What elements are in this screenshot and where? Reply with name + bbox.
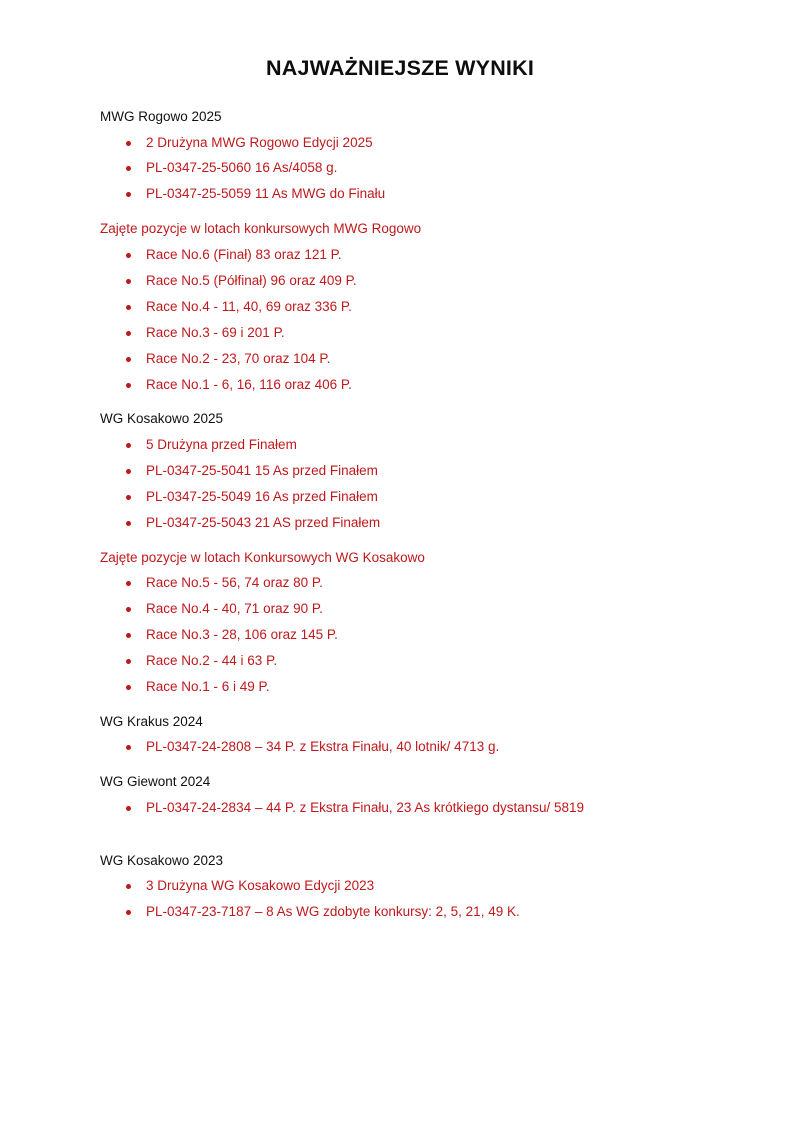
list-item: Race No.1 - 6 i 49 P. <box>100 677 744 698</box>
bullet-list <box>56 573 744 698</box>
document-section <box>56 219 744 395</box>
section-heading: WG Kosakowo 2023 <box>100 852 224 868</box>
list-item: Race No.5 - 56, 74 oraz 80 P. <box>100 573 744 594</box>
list-item: PL-0347-25-5059 11 As MWG do Finału <box>100 184 744 205</box>
bullet-list <box>56 133 744 206</box>
sections-container <box>56 107 744 923</box>
list-item: Race No.4 - 11, 40, 69 oraz 336 P. <box>100 297 744 318</box>
bullet-list <box>56 435 744 534</box>
section-heading: WG Krakus 2024 <box>100 713 203 729</box>
list-item: PL-0347-25-5049 16 As przed Finałem <box>100 487 744 508</box>
document-section <box>56 712 744 758</box>
bullet-list <box>56 798 744 819</box>
list-item: PL-0347-24-2834 – 44 P. z Ekstra Finału, 23 As krótkiego dystansu/ 5819 <box>100 798 744 819</box>
section-heading: WG Giewont 2024 <box>100 774 211 790</box>
bullet-list <box>56 737 744 758</box>
list-item: Race No.5 (Półfinał) 96 oraz 409 P. <box>100 271 744 292</box>
list-item: Race No.2 - 23, 70 oraz 104 P. <box>100 349 744 370</box>
vertical-spacer <box>56 833 744 851</box>
page-title: NAJWAŻNIEJSZE WYNIKI <box>266 56 534 80</box>
list-item: Race No.3 - 28, 106 oraz 145 P. <box>100 625 744 646</box>
list-item: 3 Drużyna WG Kosakowo Edycji 2023 <box>100 876 744 897</box>
list-item: PL-0347-25-5043 21 AS przed Finałem <box>100 513 744 534</box>
list-item: Race No.2 - 44 i 63 P. <box>100 651 744 672</box>
section-heading: Zajęte pozycje w lotach konkursowych MWG Rogowo <box>100 221 422 237</box>
list-item: PL-0347-25-5041 15 As przed Finałem <box>100 461 744 482</box>
document-section <box>56 409 744 533</box>
bullet-list <box>56 245 744 396</box>
list-item: PL-0347-25-5060 16 As/4058 g. <box>100 158 744 179</box>
list-item: PL-0347-23-7187 – 8 As WG zdobyte konkursy: 2, 5, 21, 49 K. <box>100 902 744 923</box>
document-section <box>56 772 744 818</box>
list-item: 2 Drużyna MWG Rogowo Edycji 2025 <box>100 133 744 154</box>
document-section <box>56 107 744 205</box>
list-item: Race No.3 - 69 i 201 P. <box>100 323 744 344</box>
bullet-list <box>56 876 744 923</box>
list-item: Race No.4 - 40, 71 oraz 90 P. <box>100 599 744 620</box>
list-item: 5 Drużyna przed Finałem <box>100 435 744 456</box>
list-item: Race No.1 - 6, 16, 116 oraz 406 P. <box>100 375 744 396</box>
document-section <box>56 548 744 698</box>
section-heading: Zajęte pozycje w lotach Konkursowych WG Kosakowo <box>100 549 425 565</box>
list-item: PL-0347-24-2808 – 34 P. z Ekstra Finału, 40 lotnik/ 4713 g. <box>100 737 744 758</box>
section-heading: MWG Rogowo 2025 <box>100 109 222 124</box>
section-heading: WG Kosakowo 2025 <box>100 411 224 427</box>
list-item: Race No.6 (Finał) 83 oraz 121 P. <box>100 245 744 266</box>
document-section <box>56 851 744 923</box>
